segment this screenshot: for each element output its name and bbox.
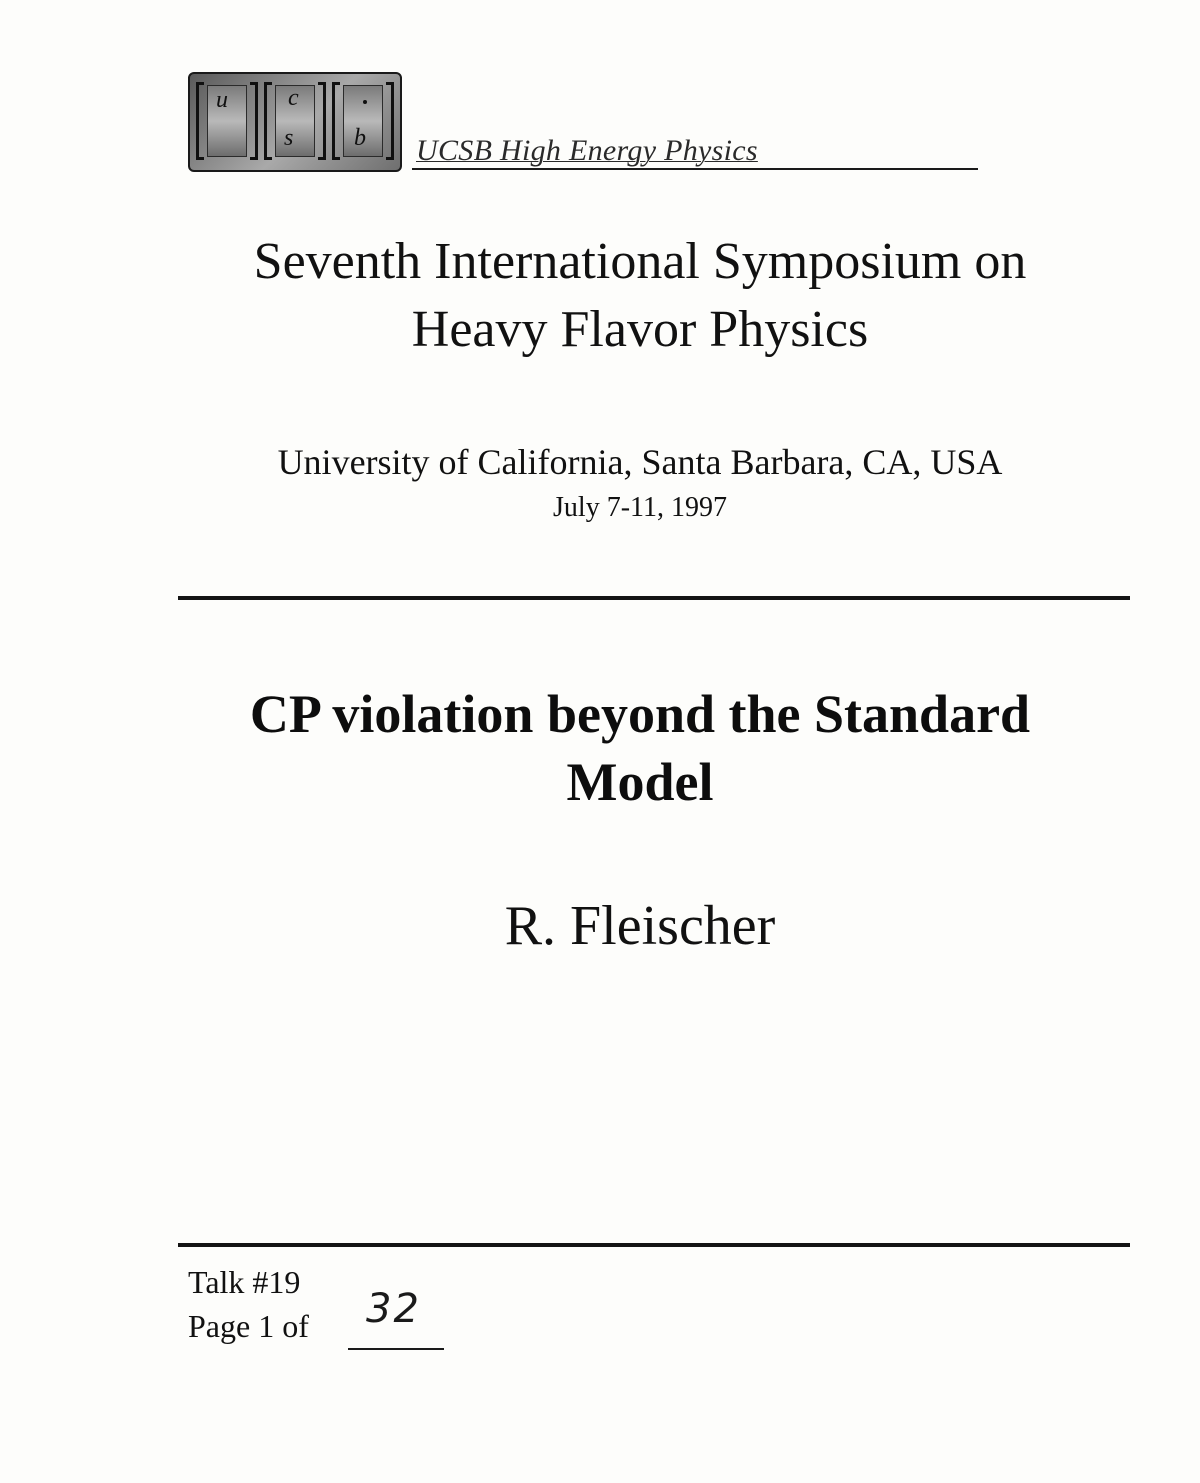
logo-cell-u xyxy=(196,82,258,162)
page-count-label: Page 1 of xyxy=(188,1308,309,1344)
logo-cell-b xyxy=(332,82,394,162)
talk-title xyxy=(120,680,1160,816)
page-total-handwritten: 32 xyxy=(366,1286,421,1332)
ucsb-hep-logo xyxy=(188,72,402,172)
conference-location: University of California, Santa Barbara, CA, USA xyxy=(277,442,1003,482)
divider-top xyxy=(178,596,1130,600)
page-total-field xyxy=(348,1286,444,1350)
divider-bottom xyxy=(178,1243,1130,1247)
talk-title-line1: CP violation beyond the Standard xyxy=(249,684,1031,744)
talk-number: Talk #19 xyxy=(188,1264,301,1300)
logo-letter-b: b xyxy=(354,125,366,151)
conference-title xyxy=(120,228,1160,364)
conference-dates: July 7-11, 1997 xyxy=(553,492,727,523)
logo-cell-cs xyxy=(264,82,326,162)
logo-letter-s: s xyxy=(284,125,294,151)
header-rule xyxy=(412,168,978,170)
logo-letter-c: c xyxy=(288,85,299,111)
talk-title-line2: Model xyxy=(566,752,714,812)
logo-letter-u: u xyxy=(216,87,228,113)
group-name: UCSB High Energy Physics xyxy=(416,134,758,167)
conference-title-line1: Seventh International Symposium on xyxy=(253,233,1027,290)
logo-dot xyxy=(363,100,367,104)
talk-author: R. Fleischer xyxy=(504,895,776,957)
conference-title-line2: Heavy Flavor Physics xyxy=(411,301,869,358)
